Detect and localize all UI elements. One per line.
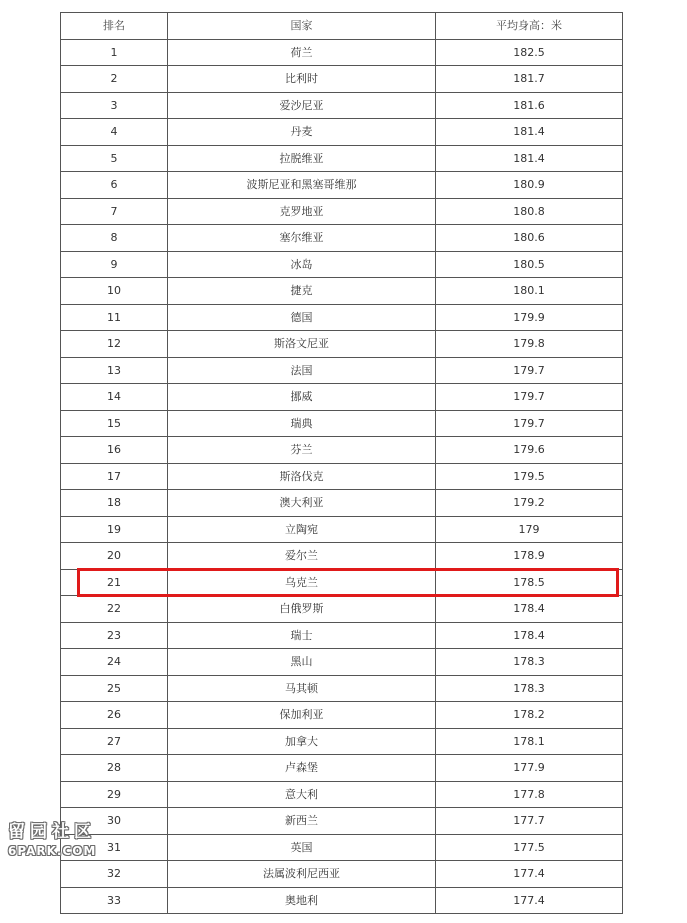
cell-rank: 11 [61,304,168,331]
cell-rank: 17 [61,463,168,490]
table-row [61,145,623,172]
cell-rank: 3 [61,92,168,119]
table-row [61,463,623,490]
cell-avg-height: 179.2 [436,490,623,517]
cell-country: 意大利 [168,781,436,808]
cell-avg-height: 178.2 [436,702,623,729]
cell-country: 立陶宛 [168,516,436,543]
cell-country: 乌克兰 [168,569,436,596]
cell-rank: 5 [61,145,168,172]
cell-rank: 9 [61,251,168,278]
height-ranking-table [60,12,623,914]
cell-avg-height: 179.7 [436,384,623,411]
table-header-row [61,13,623,40]
cell-country: 丹麦 [168,119,436,146]
cell-country: 英国 [168,834,436,861]
table-row [61,834,623,861]
cell-country: 捷克 [168,278,436,305]
header-rank: 排名 [61,13,168,40]
table-row [61,861,623,888]
cell-avg-height: 177.4 [436,887,623,914]
cell-country: 瑞典 [168,410,436,437]
cell-country: 卢森堡 [168,755,436,782]
table-row [61,702,623,729]
table-row [61,569,623,596]
cell-avg-height: 178.9 [436,543,623,570]
cell-country: 法属波利尼西亚 [168,861,436,888]
cell-rank: 13 [61,357,168,384]
cell-avg-height: 179.7 [436,357,623,384]
cell-rank: 16 [61,437,168,464]
cell-avg-height: 182.5 [436,39,623,66]
table-row [61,755,623,782]
watermark-url-text: 6PARK.COM [8,844,97,858]
table-row [61,92,623,119]
cell-rank: 19 [61,516,168,543]
cell-avg-height: 179.6 [436,437,623,464]
cell-country: 拉脱维亚 [168,145,436,172]
cell-country: 冰岛 [168,251,436,278]
cell-rank: 8 [61,225,168,252]
cell-rank: 32 [61,861,168,888]
cell-country: 爱尔兰 [168,543,436,570]
cell-avg-height: 180.8 [436,198,623,225]
cell-avg-height: 181.7 [436,66,623,93]
table-row [61,649,623,676]
cell-avg-height: 179 [436,516,623,543]
cell-avg-height: 178.1 [436,728,623,755]
cell-country: 法国 [168,357,436,384]
cell-country: 波斯尼亚和黑塞哥维那 [168,172,436,199]
cell-country: 斯洛伐克 [168,463,436,490]
table-row [61,39,623,66]
cell-rank: 33 [61,887,168,914]
cell-avg-height: 177.8 [436,781,623,808]
cell-avg-height: 179.7 [436,410,623,437]
cell-avg-height: 178.3 [436,675,623,702]
cell-avg-height: 180.6 [436,225,623,252]
cell-country: 马其顿 [168,675,436,702]
cell-country: 澳大利亚 [168,490,436,517]
cell-rank: 31 [61,834,168,861]
table-row [61,410,623,437]
cell-avg-height: 178.5 [436,569,623,596]
cell-rank: 6 [61,172,168,199]
cell-avg-height: 180.5 [436,251,623,278]
cell-rank: 12 [61,331,168,358]
table-row [61,781,623,808]
cell-avg-height: 179.9 [436,304,623,331]
cell-country: 荷兰 [168,39,436,66]
cell-country: 斯洛文尼亚 [168,331,436,358]
table-row [61,622,623,649]
cell-rank: 26 [61,702,168,729]
cell-avg-height: 177.5 [436,834,623,861]
table-row [61,675,623,702]
header-avg-height: 平均身高：米 [436,13,623,40]
cell-rank: 25 [61,675,168,702]
table-row [61,331,623,358]
table-row [61,198,623,225]
cell-country: 挪威 [168,384,436,411]
cell-rank: 22 [61,596,168,623]
cell-avg-height: 179.8 [436,331,623,358]
cell-avg-height: 180.9 [436,172,623,199]
cell-country: 比利时 [168,66,436,93]
cell-rank: 10 [61,278,168,305]
table-row [61,728,623,755]
site-watermark [8,822,100,858]
cell-avg-height: 181.4 [436,145,623,172]
cell-rank: 20 [61,543,168,570]
cell-rank: 30 [61,808,168,835]
table-row [61,490,623,517]
cell-rank: 29 [61,781,168,808]
table-row [61,384,623,411]
cell-country: 爱沙尼亚 [168,92,436,119]
cell-country: 白俄罗斯 [168,596,436,623]
table-row [61,119,623,146]
cell-country: 芬兰 [168,437,436,464]
cell-avg-height: 178.4 [436,596,623,623]
table-row [61,304,623,331]
cell-avg-height: 178.3 [436,649,623,676]
cell-avg-height: 177.7 [436,808,623,835]
cell-avg-height: 179.5 [436,463,623,490]
table-row [61,437,623,464]
table-body [61,39,623,914]
table-row [61,251,623,278]
table-row [61,66,623,93]
cell-country: 克罗地亚 [168,198,436,225]
cell-rank: 18 [61,490,168,517]
cell-rank: 2 [61,66,168,93]
cell-rank: 27 [61,728,168,755]
table-row [61,543,623,570]
watermark-chinese-text: 留园社区 [8,822,96,842]
table-row [61,172,623,199]
table-row [61,887,623,914]
table-row [61,278,623,305]
table-row [61,516,623,543]
cell-rank: 14 [61,384,168,411]
cell-rank: 21 [61,569,168,596]
cell-country: 德国 [168,304,436,331]
cell-country: 奥地利 [168,887,436,914]
cell-avg-height: 181.6 [436,92,623,119]
cell-rank: 1 [61,39,168,66]
cell-avg-height: 180.1 [436,278,623,305]
table-row [61,357,623,384]
cell-country: 塞尔维亚 [168,225,436,252]
cell-rank: 15 [61,410,168,437]
cell-avg-height: 177.4 [436,861,623,888]
cell-rank: 4 [61,119,168,146]
cell-rank: 28 [61,755,168,782]
cell-country: 保加利亚 [168,702,436,729]
cell-rank: 23 [61,622,168,649]
cell-avg-height: 181.4 [436,119,623,146]
cell-avg-height: 178.4 [436,622,623,649]
cell-country: 加拿大 [168,728,436,755]
table-row [61,225,623,252]
cell-country: 瑞士 [168,622,436,649]
cell-country: 新西兰 [168,808,436,835]
header-country: 国家 [168,13,436,40]
cell-rank: 24 [61,649,168,676]
table-row [61,808,623,835]
table-row [61,596,623,623]
cell-rank: 7 [61,198,168,225]
cell-avg-height: 177.9 [436,755,623,782]
ranking-table-container [60,12,622,914]
cell-country: 黑山 [168,649,436,676]
